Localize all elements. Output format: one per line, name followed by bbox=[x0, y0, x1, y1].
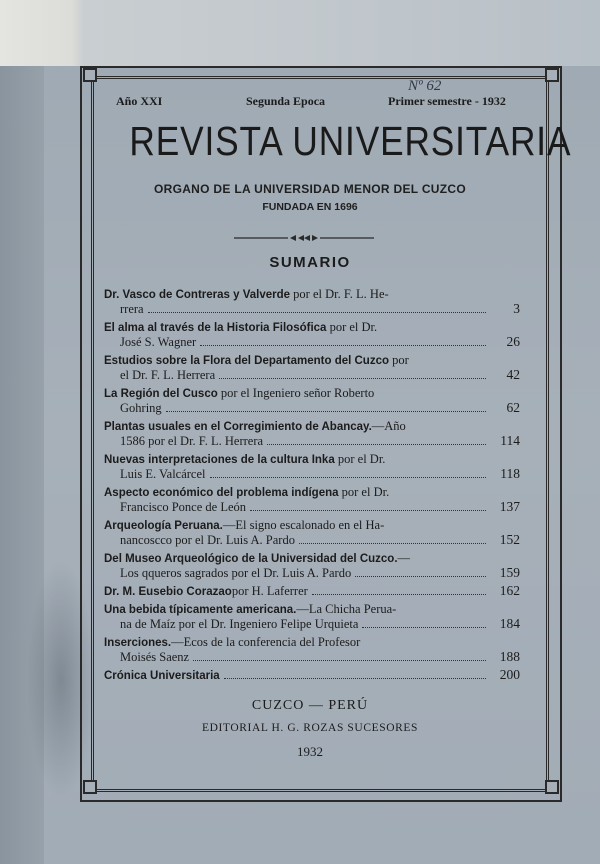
toc-entry-page: 26 bbox=[506, 334, 520, 349]
toc-entry-title: Estudios sobre la Flora del Departamento del Cuzco bbox=[104, 355, 390, 367]
toc-entry-page: 3 bbox=[513, 301, 520, 316]
toc-entry-title: Aspecto económico del problema indígena bbox=[104, 487, 339, 499]
footer-year: 1932 bbox=[297, 744, 323, 759]
toc-entry-author: —El signo escalonado en el Ha- bbox=[222, 518, 385, 532]
dot-leader bbox=[355, 575, 486, 577]
dot-leader bbox=[193, 659, 486, 661]
header-semester: Primer semestre - 1932 bbox=[388, 94, 506, 108]
dot-leader bbox=[299, 542, 486, 544]
toc-entry bbox=[104, 451, 520, 481]
header-epoch: Segunda Epoca bbox=[246, 94, 326, 108]
dot-leader bbox=[219, 377, 486, 379]
toc-entry bbox=[104, 667, 520, 682]
founded-line: FUNDADA EN 1696 bbox=[262, 201, 358, 213]
toc-entry-title: Nuevas interpretaciones de la cultura Inka bbox=[104, 454, 335, 466]
toc-entry-title: Crónica Universitaria bbox=[104, 670, 220, 682]
corner-ornament bbox=[83, 68, 97, 82]
dot-leader bbox=[210, 476, 487, 478]
table-of-contents bbox=[104, 286, 520, 685]
toc-entry-title: La Región del Cusco bbox=[104, 388, 218, 400]
toc-entry-author: por bbox=[389, 353, 409, 367]
toc-entry bbox=[104, 385, 520, 415]
toc-entry bbox=[104, 484, 520, 514]
toc-entry-continuation: Moisés Saenz bbox=[120, 650, 190, 664]
handwritten-issue-number: Nº 62 bbox=[408, 78, 442, 94]
toc-entry bbox=[104, 634, 520, 664]
toc-entry-continuation: José S. Wagner bbox=[120, 335, 197, 349]
toc-entry bbox=[104, 583, 520, 598]
toc-entry-page: 62 bbox=[506, 400, 520, 415]
toc-entry-title: Plantas usuales en el Corregimiento de Abancay. bbox=[104, 421, 372, 433]
toc-entry bbox=[104, 418, 520, 448]
toc-entry-continuation: na de Maíz por el Dr. Ingeniero Felipe Urquieta bbox=[120, 617, 359, 631]
toc-entry-continuation: 1586 por el Dr. F. L. Herrera bbox=[120, 434, 264, 448]
toc-entry-author: —Año bbox=[371, 419, 406, 433]
toc-entry-author: por H. Laferrer bbox=[231, 584, 308, 598]
toc-entry-continuation: Los qqueros sagrados por el Dr. Luis A. Pardo bbox=[120, 566, 352, 580]
toc-entry-title: Del Museo Arqueológico de la Universidad del Cuzco. bbox=[104, 553, 398, 565]
toc-entry-title: El alma al través de la Historia Filosófica bbox=[104, 322, 327, 334]
toc-entry-author: por el Dr. bbox=[326, 320, 378, 334]
dot-leader bbox=[250, 509, 486, 511]
header-year: Año XXI bbox=[116, 94, 163, 108]
toc-entry-author: por el Dr. bbox=[334, 452, 386, 466]
contents-heading: SUMARIO bbox=[269, 254, 351, 271]
toc-entry-title: Dr. M. Eusebio Corazao bbox=[104, 586, 232, 598]
toc-entry-title: Arqueología Peruana. bbox=[104, 520, 223, 532]
dot-leader bbox=[312, 593, 486, 595]
toc-entry-continuation: rrera bbox=[120, 302, 144, 316]
corner-ornament bbox=[83, 780, 97, 794]
journal-subtitle: ORGANO DE LA UNIVERSIDAD MENOR DEL CUZCO bbox=[153, 182, 466, 196]
toc-entry-page: 137 bbox=[499, 499, 520, 514]
dot-leader bbox=[166, 410, 486, 412]
toc-entry-page: 200 bbox=[499, 667, 520, 682]
toc-entry-page: 152 bbox=[499, 532, 520, 547]
toc-entry-continuation: Gohring bbox=[120, 401, 162, 415]
footer-city: CUZCO — PERÚ bbox=[251, 698, 369, 713]
toc-entry-author: por el Dr. F. L. He- bbox=[290, 287, 389, 301]
toc-entry-title: Inserciones. bbox=[104, 637, 172, 649]
toc-entry-page: 42 bbox=[506, 367, 520, 382]
toc-entry-page: 118 bbox=[500, 466, 520, 481]
toc-entry-author: por el Ingeniero señor Roberto bbox=[217, 386, 375, 400]
toc-entry-page: 159 bbox=[499, 565, 520, 580]
dot-leader bbox=[267, 443, 486, 445]
corner-ornament bbox=[545, 68, 559, 82]
dot-leader bbox=[224, 677, 486, 679]
toc-entry-continuation: Francisco Ponce de León bbox=[120, 500, 247, 514]
toc-entry bbox=[104, 319, 520, 349]
toc-entry-page: 114 bbox=[500, 433, 520, 448]
toc-entry-author: — bbox=[397, 551, 411, 565]
toc-entry-continuation: nancoscco por el Dr. Luis A. Pardo bbox=[120, 533, 295, 547]
toc-entry bbox=[104, 286, 520, 316]
toc-entry bbox=[104, 352, 520, 382]
toc-entry-author: —Ecos de la conferencia del Profesor bbox=[171, 635, 361, 649]
toc-entry-page: 184 bbox=[499, 616, 520, 631]
toc-entry-title: Dr. Vasco de Contreras y Valverde bbox=[104, 289, 291, 301]
corner-ornament bbox=[545, 780, 559, 794]
dot-leader bbox=[148, 311, 486, 313]
footer-publisher: EDITORIAL H. G. ROZAS SUCESORES bbox=[201, 722, 419, 734]
dot-leader bbox=[200, 344, 486, 346]
toc-entry-continuation: Luis E. Valcárcel bbox=[120, 467, 206, 481]
toc-entry-title: Una bebida típicamente americana. bbox=[104, 604, 297, 616]
ornament-divider bbox=[234, 234, 374, 242]
journal-title: REVISTA UNIVERSITARIA bbox=[129, 118, 572, 164]
dot-leader bbox=[362, 626, 486, 628]
background-paper bbox=[0, 0, 600, 66]
toc-entry bbox=[104, 550, 520, 580]
toc-entry bbox=[104, 517, 520, 547]
toc-entry-page: 162 bbox=[499, 583, 520, 598]
toc-entry-author: por el Dr. bbox=[338, 485, 390, 499]
toc-entry-author: —La Chicha Perua- bbox=[296, 602, 397, 616]
toc-entry bbox=[104, 601, 520, 631]
toc-entry-page: 188 bbox=[499, 649, 520, 664]
toc-entry-continuation: el Dr. F. L. Herrera bbox=[120, 368, 216, 382]
